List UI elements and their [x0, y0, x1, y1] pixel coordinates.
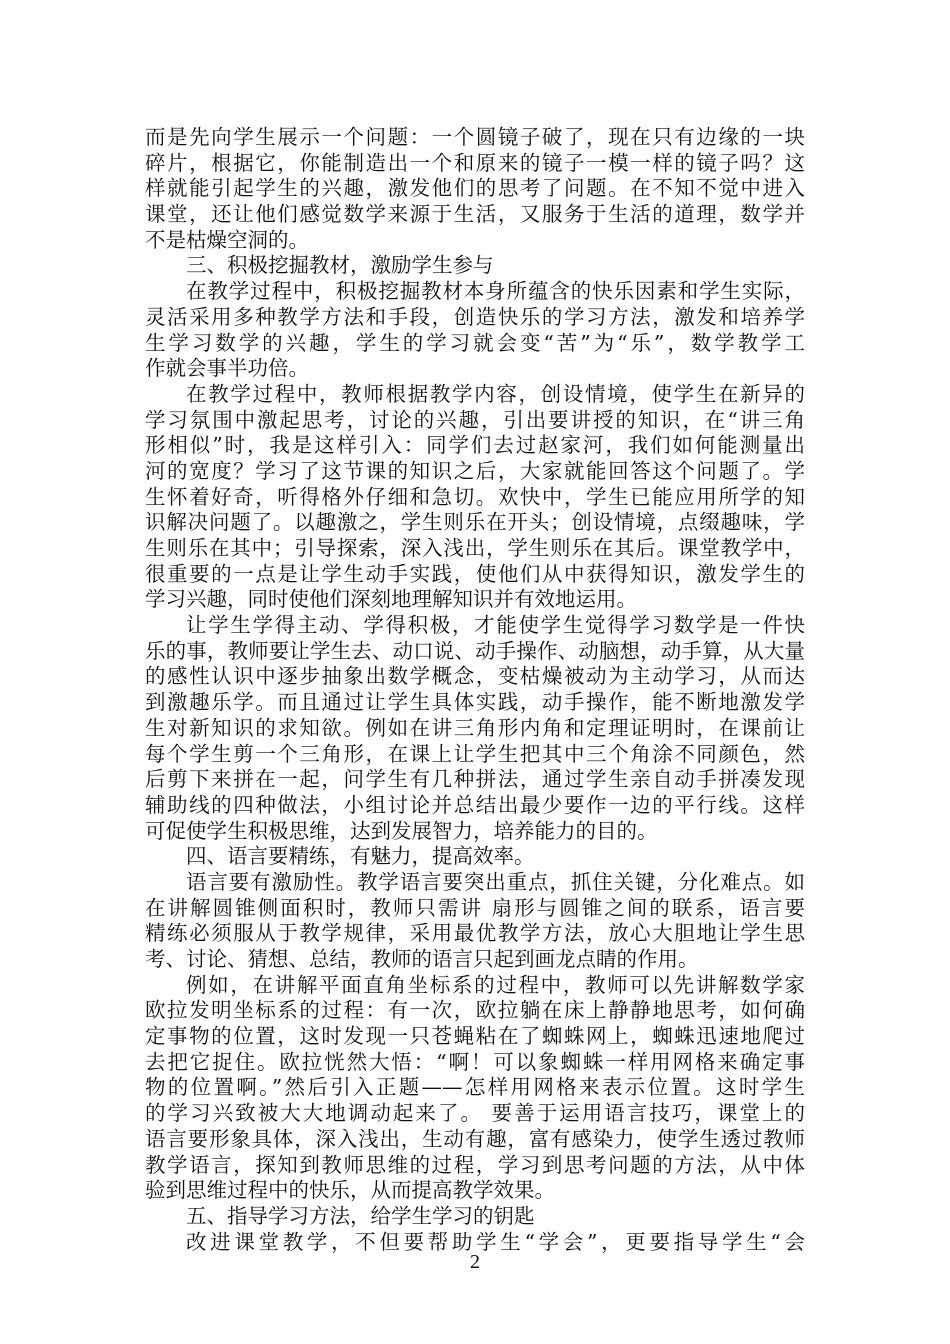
text-line: 而是先向学生展示一个问题：一个圆镜子破了，现在只有边缘的一块 [145, 125, 805, 149]
text-line: 可促使学生积极思维，达到发展智力，培养能力的目的。 [145, 818, 658, 843]
text-line: 生怀着好奇，听得格外仔细和急切。欢快中，学生已能应用所学的知 [145, 484, 805, 509]
page-number: 2 [470, 1251, 480, 1273]
text-line: 不是枯燥空洞的。 [145, 227, 309, 252]
text-line: 课堂，还让他们感觉数学来源于生活，又服务于生活的道理，数学并 [145, 202, 805, 227]
text-line: 去把它捉住。欧拉恍然大悟：“啊！可以象蜘蛛一样用网格来确定事 [145, 1049, 805, 1074]
text-line: 验到思维过程中的快乐，从而提高教学效果。 [145, 1178, 555, 1203]
text-line: 识解决问题了。以趣激之，学生则乐在开头；创设情境，点缀趣味，学 [145, 510, 805, 535]
text-line: 定事物的位置，这时发现一只苍蝇粘在了蜘蛛网上，蜘蛛迅速地爬过 [145, 1024, 805, 1049]
text-line: 五、指导学习方法，给学生学习的钥匙 [186, 1203, 535, 1228]
text-line: 生学习数学的兴趣，学生的学习就会变“苦”为“乐”，数学教学工 [145, 330, 805, 355]
text-line: 形相似”时，我是这样引入：同学们去过赵家河，我们如何能测量出 [145, 433, 805, 458]
text-line: 后剪下来拼在一起，问学生有几种拼法，通过学生亲自动手拼凑发现 [145, 767, 805, 792]
text-line: 灵活采用多种教学方法和手段，创造快乐的学习方法，激发和培养学 [145, 304, 805, 329]
text-line: 在讲解圆锥侧面积时，教师只需讲 扇形与圆锥之间的联系，语言要 [145, 895, 805, 920]
text-line: 教学语言，探知到教师思维的过程，学习到思考问题的方法，从中体 [145, 1152, 805, 1177]
text-line: 乐的事，教师要让学生去、动口说、动手操作、动脑想，动手算，从大量 [145, 638, 805, 663]
text-line: 作就会事半功倍。 [145, 356, 309, 381]
text-line: 样就能引起学生的兴趣，激发他们的思考了问题。在不知不觉中进入 [145, 176, 805, 201]
text-line: 生对新知识的求知欲。例如在讲三角形内角和定理证明时，在课前让 [145, 715, 805, 740]
text-line: 的学习兴致被大大地调动起来了。 要善于运用语言技巧，课堂上的 [145, 1101, 805, 1126]
text-line: 很重要的一点是让学生动手实践，使他们从中获得知识，激发学生的 [145, 561, 805, 586]
text-line: 欧拉发明坐标系的过程：有一次，欧拉躺在床上静静地思考，如何确 [145, 998, 805, 1023]
text-line: 学习兴趣，同时使他们深刻地理解知识并有效地运用。 [145, 587, 637, 612]
text-line: 每个学生剪一个三角形，在课上让学生把其中三个角涂不同颜色，然 [145, 741, 805, 766]
text-line: 语言要形象具体，深入浅出，生动有趣，富有感染力，使学生透过教师 [145, 1126, 805, 1151]
text-line: 例如，在讲解平面直角坐标系的过程中，教师可以先讲解数学家 [186, 972, 805, 997]
text-line: 四、语言要精练，有魅力，提高效率。 [186, 844, 535, 869]
text-line: 辅助线的四种做法，小组讨论并总结出最少要作一边的平行线。这样 [145, 792, 805, 817]
text-line: 碎片，根据它，你能制造出一个和原来的镜子一模一样的镜子吗？这 [145, 150, 805, 175]
text-line: 精练必须服从于教学规律，采用最优教学方法，放心大胆地让学生思 [145, 921, 805, 946]
text-line: 在教学过程中，教师根据教学内容，创设情境，使学生在新异的 [186, 381, 805, 406]
text-line: 物的位置啊。”然后引入正题——怎样用网格来表示位置。这时学生 [145, 1075, 805, 1100]
text-line: 学习氛围中激起思考，讨论的兴趣，引出要讲授的知识，在“讲三角 [145, 407, 805, 432]
text-line: 河的宽度？学习了这节课的知识之后，大家就能回答这个问题了。学 [145, 458, 805, 483]
text-line: 生则乐在其中；引导探索，深入浅出，学生则乐在其后。课堂教学中， [145, 536, 805, 560]
text-line: 让学生学得主动、学得积极，才能使学生觉得学习数学是一件快 [186, 613, 805, 638]
text-line: 三、积极挖掘教材，激励学生参与 [186, 253, 494, 278]
text-line: 考、讨论、猜想、总结，教师的语言只起到画龙点睛的作用。 [145, 947, 699, 971]
text-line: 到激趣乐学。而且通过让学生具体实践，动手操作，能不断地激发学 [145, 690, 805, 715]
text-line: 改进课堂教学，不但要帮助学生“学会”，更要指导学生“会 [186, 1229, 805, 1254]
text-line: 语言要有激励性。教学语言要突出重点，抓住关键，分化难点。如 [186, 869, 805, 894]
body-text [145, 125, 805, 1255]
text-line: 在教学过程中，积极挖掘教材本身所蕴含的快乐因素和学生实际， [186, 279, 805, 304]
text-line: 的感性认识中逐步抽象出数学概念，变枯燥被动为主动学习，从而达 [145, 664, 805, 689]
